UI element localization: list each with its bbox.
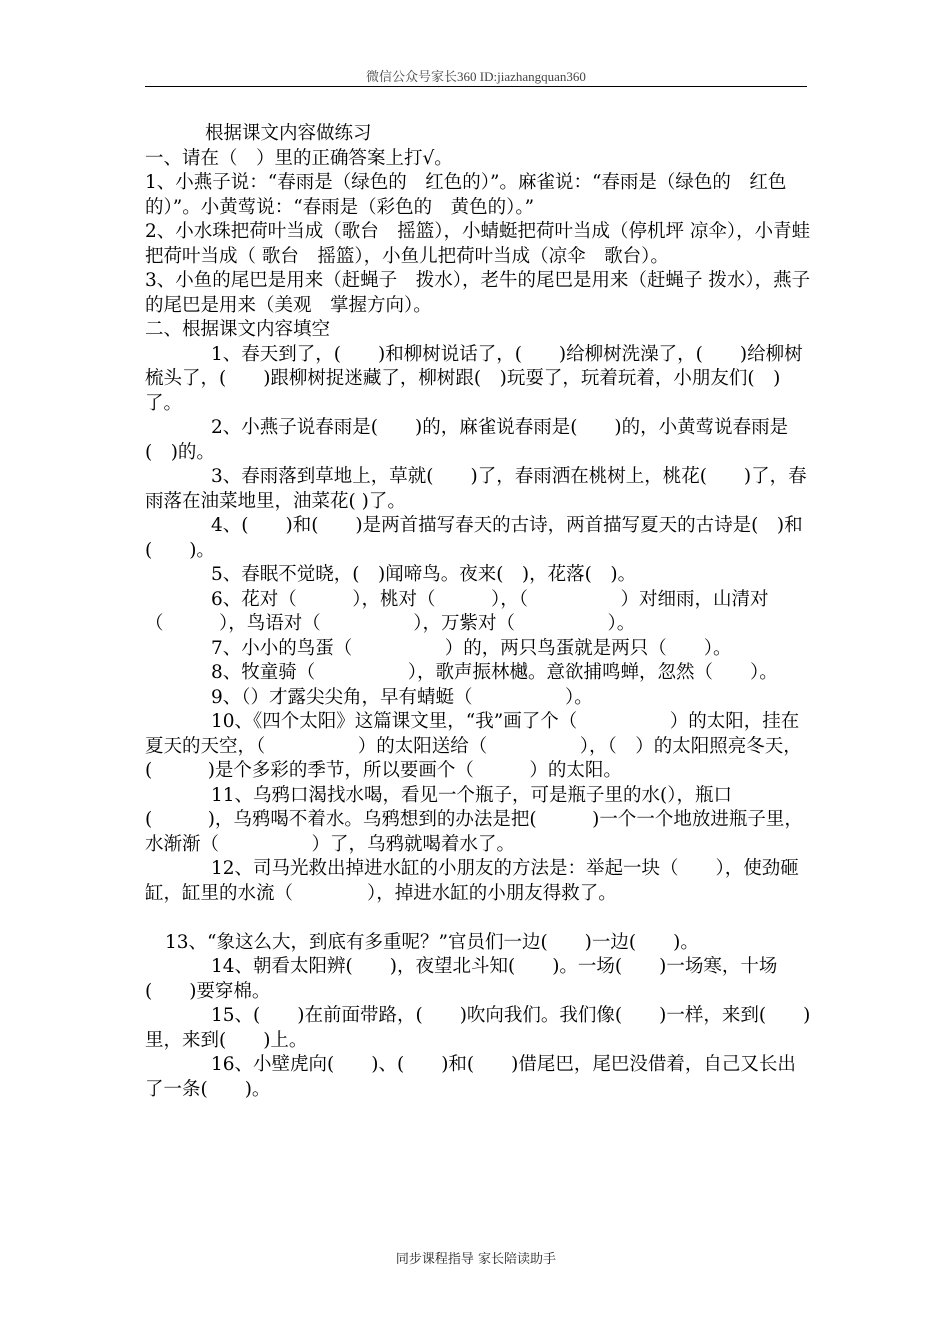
page-header: 微信公众号家长360 ID:jiazhangquan360 xyxy=(366,69,586,84)
section2-item-2: 2、小燕子说春雨是( )的，麻雀说春雨是( )的，小黄莺说春雨是( )的。 xyxy=(145,417,789,463)
section2-item-12: 12、司马光救出掉进水缸的小朋友的方法是：举起一块（ ），使劲砸缸，缸里的水流（ ），掉进水缸的小朋友得救了。 xyxy=(145,858,799,904)
section2-item-15: 15、( )在前面带路，( )吹向我们。我们像( )一样，来到( )里，来到( )上。 xyxy=(145,1005,811,1051)
header-divider xyxy=(145,86,807,87)
section2-item-4: 4、( )和( )是两首描写春天的古诗，两首描写夏天的古诗是( )和( )。 xyxy=(145,515,803,561)
section2-item-16: 16、小壁虎向( )、( )和( )借尾巴，尾巴没借着，自己又长出了一条( )。 xyxy=(145,1054,796,1100)
section1-item-2: 2、小水珠把荷叶当成（歌台 摇篮），小蜻蜓把荷叶当成（停机坪 凉伞），小青蛙把荷叶当成（ 歌台 摇篮），小鱼儿把荷叶当成（凉伞 歌台）。 xyxy=(145,221,811,267)
section1-heading: 一、请在（ ）里的正确答案上打√。 xyxy=(145,147,453,169)
section2-item-13: 13、“象这么大，到底有多重呢？”官员们一边( )一边( )。 xyxy=(165,931,699,953)
section2-item-3: 3、春雨落到草地上，草就( )了，春雨洒在桃树上，桃花( )了，春雨落在油菜地里，油菜花( )了。 xyxy=(145,466,807,512)
page-footer: 同步课程指导 家长陪读助手 xyxy=(395,1252,557,1267)
section2-item-5: 5、春眠不觉晓，( )闻啼鸟。夜来( )，花落( )。 xyxy=(211,564,637,585)
section2-item-1: 1、春天到了，( )和柳树说话了，( )给柳树洗澡了，( )给柳树梳头了，( )跟柳树捉迷藏了，柳树跟( )玩耍了，玩着玩着，小朋友们( )了。 xyxy=(145,343,803,414)
section2-item-8: 8、牧童骑（ ），歌声振林樾。意欲捕鸣蝉，忽然（ ）。 xyxy=(211,662,778,683)
worksheet-body xyxy=(145,122,813,1102)
section1-item-1: 1、小燕子说：“春雨是（绿色的 红色的）”。麻雀说：“春雨是（绿色的 红色的）”。小黄莺说：“春雨是（彩色的 黄色的）。” xyxy=(145,172,787,218)
section2-item-7: 7、小小的鸟蛋（ ）的，两只鸟蛋就是两只（ ）。 xyxy=(211,637,732,659)
section1-item-3: 3、小鱼的尾巴是用来（赶蝇子 拨水），老牛的尾巴是用来（赶蝇子 拨水），燕子的尾巴是用来（美观 掌握方向）。 xyxy=(145,270,811,316)
section2-item-14: 14、朝看太阳辨( )，夜望北斗知( )。一场( )一场寒，十场( )要穿棉。 xyxy=(145,956,778,1002)
section2-item-6: 6、花对（ ），桃对（ ），（ ）对细雨，山清对（ ），鸟语对（ ），万紫对（ ）。 xyxy=(145,588,769,634)
section2-item-11: 11、乌鸦口渴找水喝，看见一个瓶子，可是瓶子里的水(），瓶口( )，乌鸦喝不着水。乌鸦想到的办法是把( )一个一个地放进瓶子里，水渐渐（ ）了，乌鸦就喝着水了。 xyxy=(145,784,803,855)
worksheet-title: 根据课文内容做练习 xyxy=(205,123,372,144)
section2-item-10: 10、《四个太阳》这篇课文里，“我”画了个（ ）的太阳，挂在夏天的天空，（ ）的太阳送给（ ），（ ）的太阳照亮冬天，( )是个多彩的季节，所以要画个（ ）的太阳。 xyxy=(145,711,802,781)
section2-item-9: 9、（）才露尖尖角，早有蜻蜓（ ）。 xyxy=(211,686,593,708)
section2-heading: 二、根据课文内容填空 xyxy=(145,319,331,340)
